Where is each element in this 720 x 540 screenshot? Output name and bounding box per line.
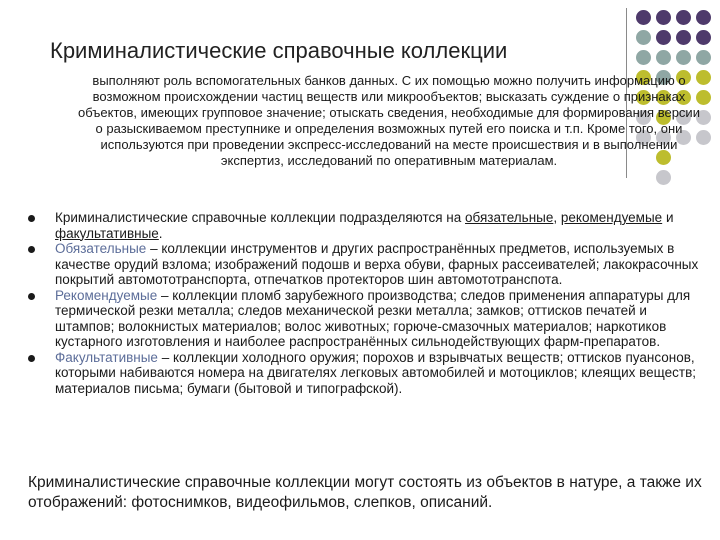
slide-title: Криминалистические справочные коллекции: [50, 38, 508, 63]
term-recommended-underlined: рекомендуемые: [560, 210, 663, 225]
bullet-text: – коллекции холодного оружия; порохов и взрывчатых веществ; оттисков пуансонов, которыми набиваются номера на двигателях легковых автомобилей и мотоциклов; клеящих веществ; материалов письма; бумаги (бытовой и типографской).: [55, 349, 696, 396]
bullet-marker: [28, 246, 35, 253]
bullet-end: .: [158, 225, 163, 241]
term-optional: Факультативные: [55, 349, 158, 365]
decor-dot: [696, 10, 711, 25]
decor-dot: [696, 50, 711, 65]
decor-dot: [636, 50, 651, 65]
bullet-text: – коллекции пломб зарубежного производства; следов применения аппаратуры для термической резки металла; следов механической резки металла; замков; оттисков печатей и штампов; волокнистых материалов; волос животных; горюче-смазочных материалов; наркотиков кустарного изготовления и наиболее распространённых сильнодействующих фарм-препаратов.: [55, 287, 691, 349]
bullet-item-recommended: [28, 288, 708, 350]
bullet-marker: [28, 293, 35, 300]
closing-paragraph: Криминалистические справочные коллекции могут состоять из объектов в натуре, а также их отображений: фотоснимков, видеофильмов, слепков, описаний.: [28, 474, 702, 511]
decor-dot: [676, 30, 691, 45]
bullet-separator: ,: [553, 210, 561, 225]
decor-dot: [696, 30, 711, 45]
term-recommended: Рекомендуемые: [55, 287, 158, 303]
decor-dot: [656, 10, 671, 25]
decor-dot: [656, 170, 671, 185]
term-mandatory: Обязательные: [55, 241, 147, 256]
bullet-item-optional: [28, 350, 708, 397]
bullet-item-mandatory: [28, 241, 708, 288]
bullet-marker: [28, 215, 35, 222]
bullet-text: Криминалистические справочные коллекции подразделяются на: [55, 210, 466, 225]
bullet-text: – коллекции инструментов и других распространённых предметов, используемых в качестве орудий взлома; изображений подошв и верха обуви, фарных рассеивателей; лакокрасочных покрытий автомототранспорта, отпечатков протекторов шин автомототранспота.: [55, 241, 699, 287]
term-mandatory-underlined: обязательные: [465, 210, 554, 225]
decor-dot: [636, 10, 651, 25]
bullet-marker: [28, 355, 35, 362]
bullet-list: [28, 210, 708, 396]
decor-dot: [656, 50, 671, 65]
intro-paragraph: выполняют роль вспомогательных банков данных. С их помощью можно получить информацию о возможном происхождении частиц веществ или микрообъектов; высказать суждение о признаках объектов, имеющих групповое значение; отыскать сведения, необходимые для формирования версии о разыскиваемом преступнике и определения возможных путей его поиска и т.п. Кроме того, они используются при проведении экспресс-исследований на месте происшествия и в выполнении экспертиз, исследований по оперативным материалам.: [78, 73, 700, 168]
decor-dot: [676, 50, 691, 65]
bullet-item-classification: [28, 210, 708, 241]
term-optional-underlined: факультативные: [55, 225, 159, 241]
bullet-separator: и: [662, 210, 674, 225]
decor-dot: [636, 30, 651, 45]
decor-dot: [676, 10, 691, 25]
decor-dot: [656, 30, 671, 45]
